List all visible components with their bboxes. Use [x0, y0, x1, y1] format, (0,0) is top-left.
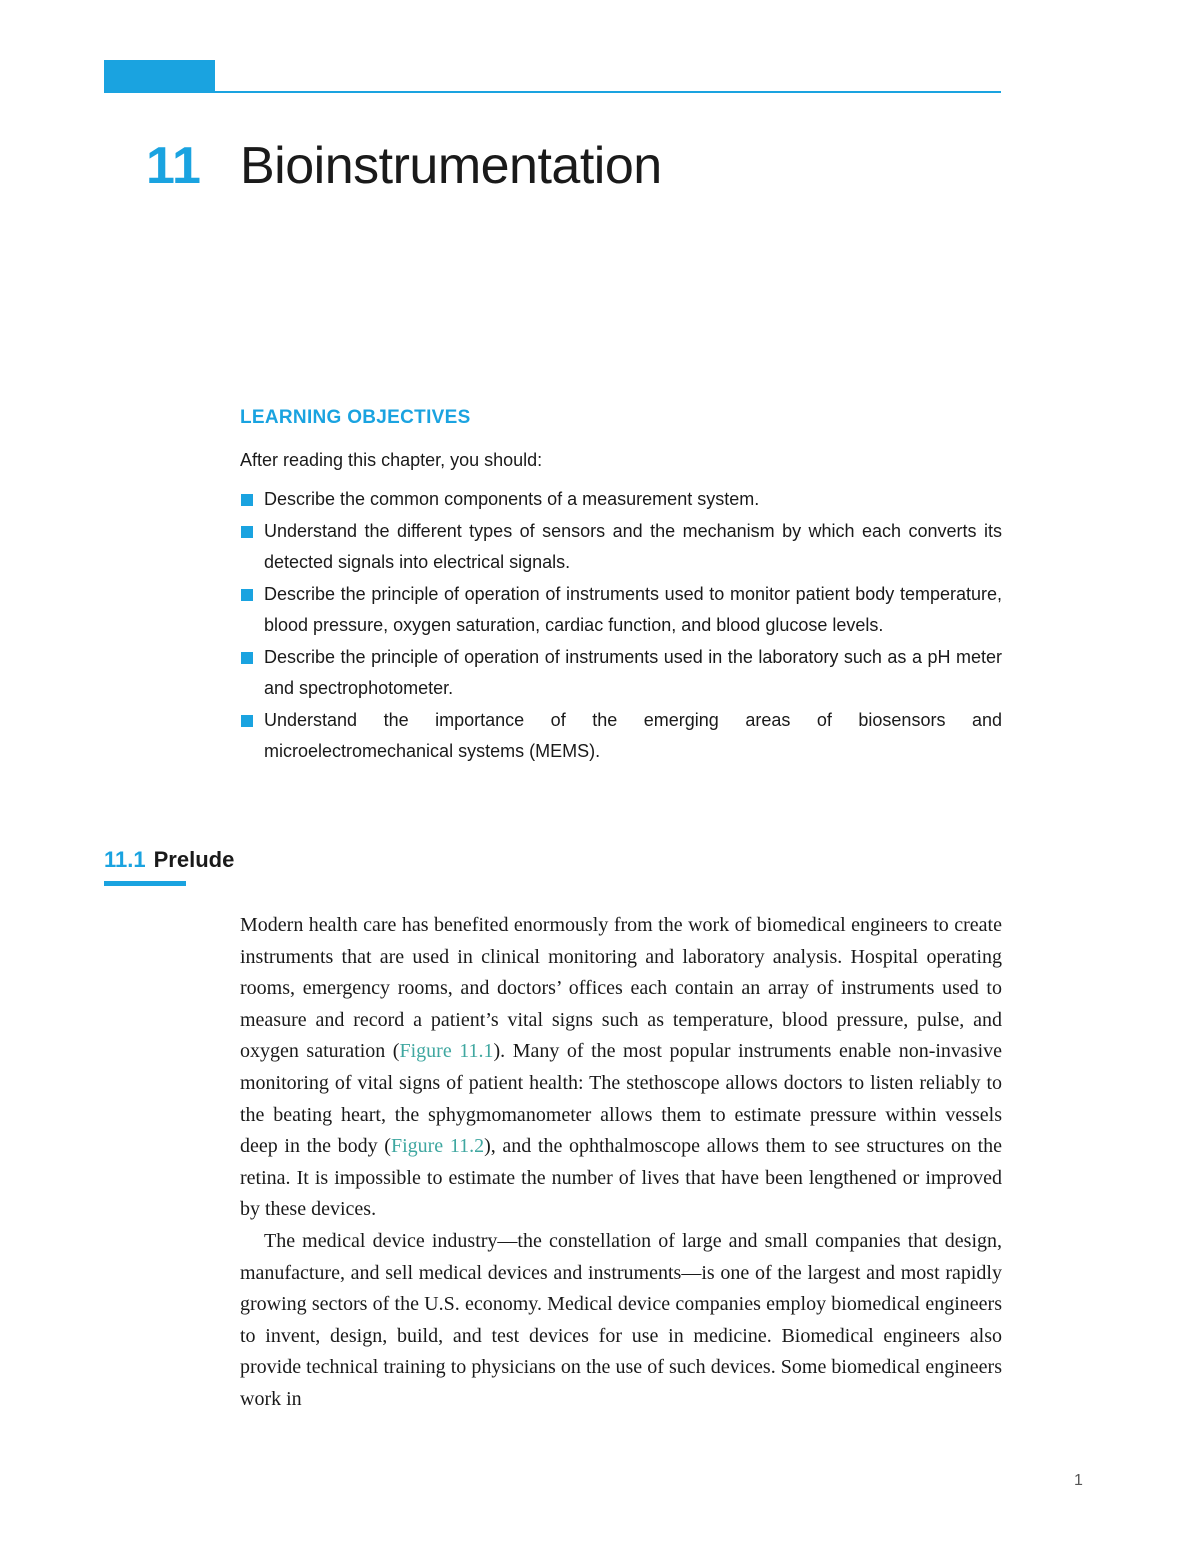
section-heading — [104, 844, 234, 876]
chapter-number: 11 — [146, 137, 201, 195]
learning-objective-item — [240, 705, 1002, 768]
square-bullet-icon — [241, 526, 253, 538]
square-bullet-icon — [241, 589, 253, 601]
learning-objective-text: Understand the importance of the emerging areas of biosensors and microelectromechanical systems (MEMS). — [264, 709, 1002, 761]
square-bullet-icon — [241, 494, 253, 506]
paragraph-2: The medical device industry—the constellation of large and small companies that design, manufacture, and sell medical devices and instruments—is one of the largest and most rapidly growing sectors of the U.S. economy. Medical device companies employ biomedical engineers to invent, design, build, and test devices for use in medicine. Biomedical engineers also provide technical training to physicians on the use of such devices. Some biomedical engineers work in — [240, 1229, 1002, 1410]
body-text — [240, 910, 1002, 1416]
learning-objectives-list — [240, 484, 1002, 768]
figure-link-11-2[interactable]: Figure 11.2 — [390, 1135, 485, 1158]
page-number: 1 — [1074, 1472, 1083, 1489]
chapter-title: Bioinstrumentation — [240, 137, 662, 195]
learning-objectives-heading: LEARNING OBJECTIVES — [240, 407, 471, 428]
header-rule — [104, 91, 1001, 93]
learning-objective-item — [240, 484, 1002, 516]
learning-objective-text: Describe the principle of operation of instruments used in the laboratory such as a pH meter and spectrophotometer. — [264, 646, 1002, 698]
section-title: Prelude — [153, 847, 235, 872]
paragraph-1: Modern health care has benefited enormously from the work of biomedical engineers to create instruments that are used in clinical monitoring and laboratory analysis. Hospital operating rooms, emergency rooms, and doctors’ offices each contain an array of instruments used to measure and record a patient’s vital signs such as temperature, blood pressure, pulse, and oxygen saturation (Figure 11.1). Many of the most popular instruments enable non-invasive monitoring of vital signs of patient health: The stethoscope allows doctors to listen reliably to the beating heart, the sphygmomanometer allows them to estimate pressure within vessels deep in the body (Figure 11.2), and the ophthalmoscope allows them to see structures on the retina. It is impossible to estimate the number of lives that have been lengthened or improved by these devices. — [240, 914, 1003, 1221]
learning-objectives-intro: After reading this chapter, you should: — [240, 450, 543, 470]
learning-objective-item — [240, 642, 1002, 705]
learning-objective-text: Describe the principle of operation of instruments used to monitor patient body temperature, blood pressure, oxygen saturation, cardiac function, and blood glucose levels. — [264, 583, 1002, 635]
learning-objective-text: Understand the different types of sensors and the mechanism by which each converts its detected signals into electrical signals. — [264, 520, 1002, 572]
learning-objective-item — [240, 516, 1002, 579]
section-underline — [104, 881, 186, 886]
learning-objective-item — [240, 579, 1002, 642]
header-accent-block — [104, 60, 215, 92]
learning-objective-text: Describe the common components of a measurement system. — [264, 489, 760, 509]
section-number: 11.1 — [104, 847, 146, 872]
square-bullet-icon — [241, 652, 253, 664]
square-bullet-icon — [241, 715, 253, 727]
figure-link-11-1[interactable]: Figure 11.1 — [399, 1040, 494, 1063]
